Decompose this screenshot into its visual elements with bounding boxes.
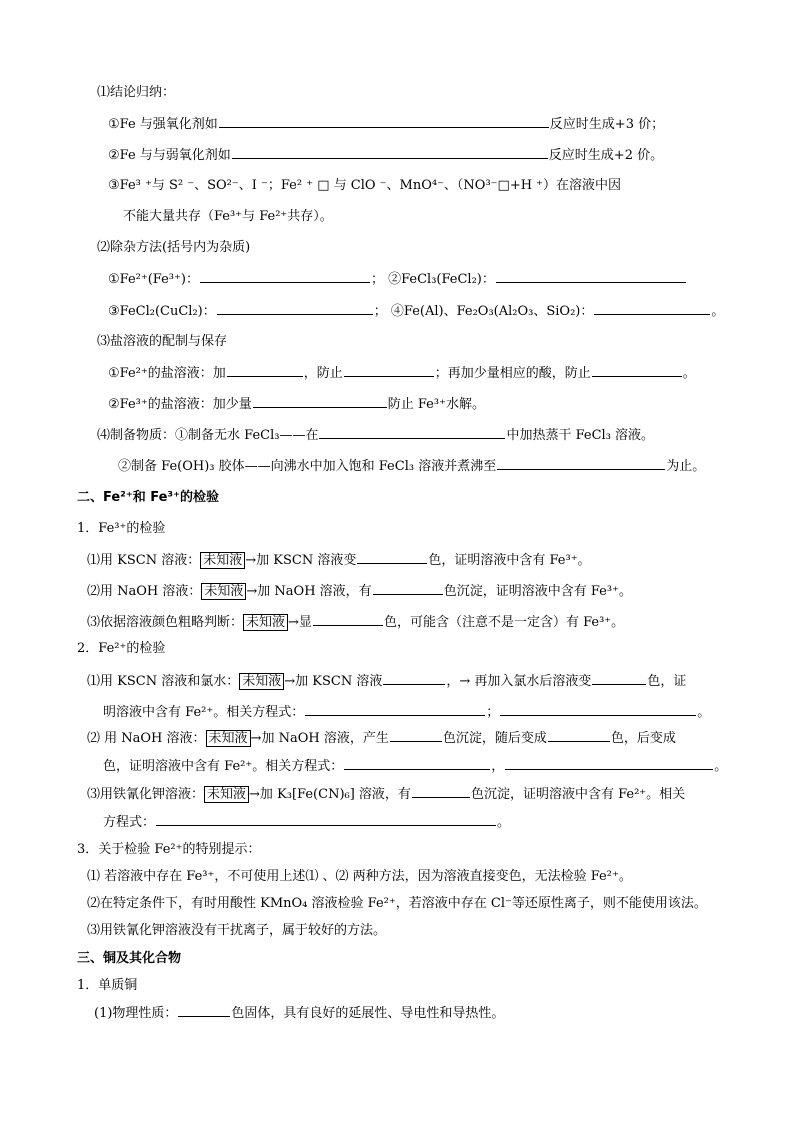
line-prepare-colloid: ②制备 Fe(OH)₃ 胶体——向沸水中加入饱和 FeCl₃ 溶液并煮沸至 为止。 bbox=[118, 459, 706, 474]
blank[interactable] bbox=[313, 613, 383, 626]
blank[interactable] bbox=[496, 270, 686, 283]
unknown-solution-box: 未知液 bbox=[204, 786, 249, 803]
unknown-solution-box: 未知液 bbox=[239, 673, 284, 690]
blank[interactable] bbox=[178, 1004, 230, 1017]
section-title-copper: 三、铜及其化合物 bbox=[77, 951, 182, 966]
blank[interactable] bbox=[232, 146, 548, 159]
unknown-solution-box: 未知液 bbox=[206, 730, 251, 747]
line-kscn-equation: 明溶液中含有 Fe²⁺。相关方程式： ； 。 bbox=[103, 705, 711, 720]
blank[interactable] bbox=[390, 729, 442, 742]
line-ion-coexist: ③Fe³ ⁺与 S² ⁻、SO²⁻、I ⁻；Fe² ⁺ □ 与 ClO ⁻、MnO⁴⁻、（NO³⁻□+H ⁺）在溶液中因 bbox=[108, 178, 622, 193]
blank[interactable] bbox=[156, 813, 496, 826]
subheading-fe2-detection: 2．Fe²⁺的检验 bbox=[77, 641, 166, 656]
tip-3: ⑶用铁氰化钾溶液没有干扰离子，属于较好的方法。 bbox=[87, 923, 387, 938]
line-prepare-fecl3: ⑷制备物质：①制备无水 FeCl₃——在 中加热蒸干 FeCl₃ 溶液。 bbox=[97, 428, 655, 443]
heading-solution-prep: ⑶盐溶液的配制与保存 bbox=[97, 334, 228, 349]
tip-2: ⑵在特定条件下，有时用酸性 KMnO₄ 溶液检验 Fe²⁺，若溶液中存在 Cl⁻等还原性离子，则不能使用该法。 bbox=[87, 896, 707, 911]
blank[interactable] bbox=[319, 426, 505, 439]
blank[interactable] bbox=[344, 757, 490, 770]
heading-conclusion: ⑴结论归纳： bbox=[97, 85, 176, 100]
blank[interactable] bbox=[505, 757, 713, 770]
blank[interactable] bbox=[373, 582, 443, 595]
line-kscn-chlorine: ⑴用 KSCN 溶液和氯水： 未知液 →加 KSCN 溶液 ，→ 再加入氯水后溶液变 色，证 bbox=[87, 674, 687, 689]
tip-1: ⑴ 若溶液中存在 Fe³⁺，不可使用上述⑴ 、⑵ 两种方法，因为溶液直接变色，无法检验 Fe²⁺。 bbox=[87, 869, 632, 884]
line-ferricyanide: ⑶用铁氰化钾溶液： 未知液 →加 K₃[Fe(CN)₆] 溶液，有 色沉淀，证明溶液中含有 Fe²⁺。相关 bbox=[87, 787, 686, 802]
blank[interactable] bbox=[227, 364, 303, 377]
blank[interactable] bbox=[383, 672, 445, 685]
blank[interactable] bbox=[357, 551, 427, 564]
unknown-solution-box: 未知液 bbox=[243, 614, 288, 631]
line-strong-oxidizer: ①Fe 与强氧化剂如 反应时生成+3 价； bbox=[108, 117, 665, 132]
blank[interactable] bbox=[592, 364, 682, 377]
line-kscn: ⑴用 KSCN 溶液： 未知液 →加 KSCN 溶液变 色，证明溶液中含有 Fe³⁺。 bbox=[87, 553, 591, 568]
section-title-detection: 二、Fe²⁺和 Fe³⁺的检验 bbox=[77, 490, 219, 505]
subheading-fe3-detection: 1．Fe³⁺的检验 bbox=[77, 521, 166, 536]
blank[interactable] bbox=[253, 395, 387, 408]
heading-impurity-removal: ⑵除杂方法(括号内为杂质) bbox=[97, 240, 251, 255]
line-naoh-equation: 色，证明溶液中含有 Fe²⁺。相关方程式： ， 。 bbox=[103, 759, 728, 774]
line-naoh-fe2: ⑵ 用 NaOH 溶液： 未知液 →加 NaOH 溶液，产生 色沉淀，随后变成 色，后变成 bbox=[87, 731, 676, 746]
unknown-solution-box: 未知液 bbox=[201, 583, 246, 600]
line-removal-2: ③FeCl₂(CuCl₂)： ； ④Fe(Al)、Fe₂O₃(Al₂O₃、SiO₂)： 。 bbox=[108, 304, 725, 319]
blank[interactable] bbox=[592, 672, 646, 685]
line-ferricyanide-equation: 方程式： 。 bbox=[103, 815, 511, 830]
line-fe3-solution: ②Fe³⁺的盐溶液：加少量 防止 Fe³⁺水解。 bbox=[108, 397, 485, 412]
blank[interactable] bbox=[594, 302, 710, 315]
blank[interactable] bbox=[219, 115, 549, 128]
blank[interactable] bbox=[412, 785, 470, 798]
line-weak-oxidizer: ②Fe 与与弱氧化剂如 反应时生成+2 价。 bbox=[108, 148, 664, 163]
line-naoh: ⑵用 NaOH 溶液： 未知液 →加 NaOH 溶液，有 色沉淀，证明溶液中含有 Fe³⁺。 bbox=[87, 584, 632, 599]
blank[interactable] bbox=[217, 302, 373, 315]
blank[interactable] bbox=[500, 703, 696, 716]
subheading-special-tips: 3．关于检验 Fe²⁺的特别提示： bbox=[77, 842, 261, 857]
blank[interactable] bbox=[200, 270, 370, 283]
blank[interactable] bbox=[497, 457, 665, 470]
blank[interactable] bbox=[548, 729, 610, 742]
subheading-copper: 1．单质铜 bbox=[77, 978, 138, 993]
blank[interactable] bbox=[344, 364, 434, 377]
line-fe2-solution: ①Fe²⁺的盐溶液：加 ，防止 ；再加少量相应的酸，防止 。 bbox=[108, 366, 696, 381]
blank[interactable] bbox=[305, 703, 485, 716]
line-removal-1: ①Fe²⁺(Fe³⁺)： ； ②FeCl₃(FeCl₂)： bbox=[108, 270, 687, 289]
line-ion-coexist-cont: 不能大量共存（Fe³⁺与 Fe²⁺共存）。 bbox=[123, 209, 333, 224]
line-color: ⑶依据溶液颜色粗略判断： 未知液 →显 色，可能含（注意不是一定含）有 Fe³⁺。 bbox=[87, 615, 625, 630]
line-copper-physical: (1)物理性质： 色固体，具有良好的延展性、导电性和导热性。 bbox=[94, 1006, 505, 1021]
unknown-solution-box: 未知液 bbox=[200, 552, 245, 569]
